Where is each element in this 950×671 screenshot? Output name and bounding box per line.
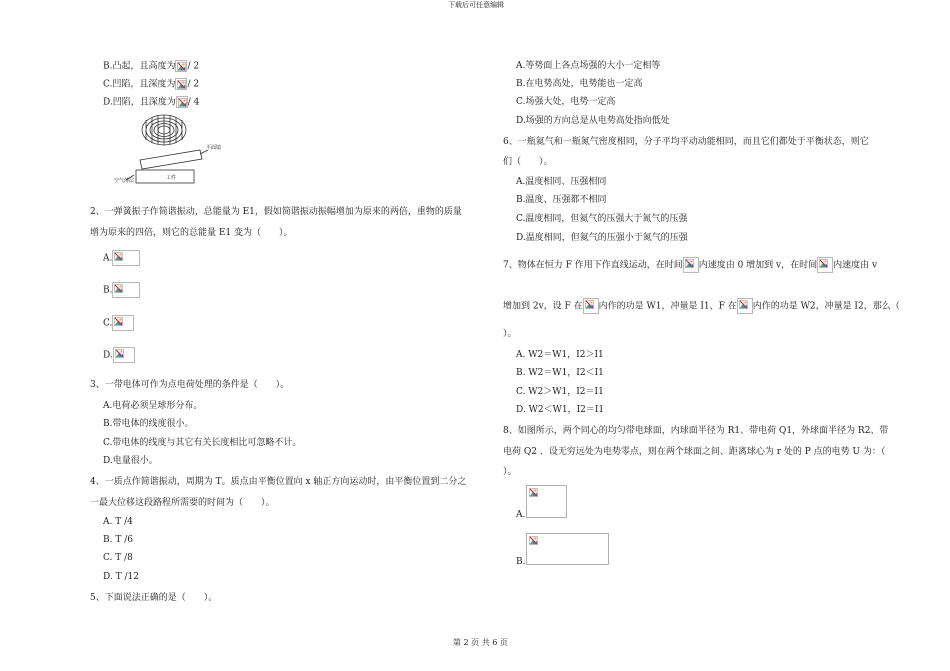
figure-label-work: 工件	[166, 175, 177, 181]
q7-stem-line2: 增加到 2v，设 F 在 内作的功是 W1，冲量是 I1，F 在 内作的功是 W2，冲量是 I2，那么（	[503, 298, 900, 314]
q7-stem-line1: 7、物体在恒力 F 作用下作直线运动，在时间 内速度由 0 增加到 v，在时间 内速度由 v	[503, 257, 877, 273]
q8-option-b-label: B.	[516, 557, 526, 567]
q3-option-a: A.电荷必须呈球形分布。	[103, 401, 203, 411]
q7-option-c: C. W2＞W1，I2＝I1	[516, 387, 604, 397]
figure-label-mirror: 平面镜	[206, 145, 222, 151]
q7-option-d: D. W2＜W1，I2＝I1	[516, 405, 605, 415]
q3-option-b: B.带电体的线度很小。	[103, 419, 194, 429]
q2-option-a: A.	[103, 250, 140, 266]
q8-option-a-label: A.	[516, 510, 526, 520]
broken-image-icon	[529, 536, 538, 545]
page-header: 下载后可任意编辑	[448, 1, 504, 9]
q6-stem-line1: 6、一瓶氦气和一瓶氮气密度相同，分子平均平动动能相同，而且它们都处于平衡状态，则它	[503, 137, 869, 147]
q4-stem-line1: 4、一质点作简谐振动，周期为 T。质点由平衡位置向 x 轴正方向运动时，由平衡位置到二分之	[90, 477, 467, 487]
q2-stem-line2: 增为原来的四倍，则它的总能量 E1 变为（ ）。	[90, 228, 293, 238]
q4-option-b: B. T /6	[103, 535, 133, 545]
q8-stem-line3: ）。	[503, 467, 517, 477]
q3-stem: 3、一带电体可作为点电荷处理的条件是（ ）。	[90, 380, 290, 390]
q1-option-d: D.凹陷，且深度为 / 4	[103, 97, 200, 108]
q6-option-d: D.温度相同，但氦气的压强小于氮气的压强	[516, 233, 688, 243]
q1-option-b: B.凸起，且高度为 / 2	[103, 61, 200, 72]
q6-stem-line2: 们（ ）。	[503, 157, 553, 167]
q5-option-b: B.在电势高处，电势能也一定高	[516, 79, 643, 89]
broken-image-icon	[112, 315, 134, 331]
broken-image-icon	[175, 78, 187, 90]
q7-option-b: B. W2＝W1，I2＜I1	[516, 368, 604, 378]
q6-option-b: B.温度、压强都不相同	[516, 195, 607, 205]
broken-image-icon	[112, 282, 140, 298]
broken-image-icon	[583, 298, 599, 314]
q5-stem: 5、下面说法正确的是（ ）。	[90, 593, 218, 603]
q4-option-c: C. T /8	[103, 553, 133, 563]
broken-image-icon	[112, 250, 140, 266]
q4-stem-line2: 一最大位移这段路程所需要的时间为（ ）。	[90, 498, 275, 508]
q5-option-a: A.等势面上各点场强的大小一定相等	[516, 61, 661, 71]
broken-image-icon	[737, 298, 753, 314]
q6-option-c: C.温度相同，但氦气的压强大于氮气的压强	[516, 214, 688, 224]
q8-stem-line2: 电荷 Q2 ．设无穷远处为电势零点，则在两个球面之间、距离球心为 r 处的 P 点的电势 U 为：（	[503, 447, 886, 457]
broken-image-icon	[175, 60, 187, 72]
q7-stem-line3: ）。	[503, 329, 517, 339]
page-footer: 第 2 页 共 6 页	[453, 638, 508, 647]
q2-option-b: B.	[103, 282, 140, 298]
broken-image-icon	[529, 488, 538, 497]
q4-option-a: A. T /4	[103, 517, 133, 527]
q3-option-d: D.电量很小。	[103, 456, 158, 466]
q8-stem-line1: 8、如图所示，两个同心的均匀带电球面，内球面半径为 R1、带电荷 Q1，外球面半径为 R2、带	[503, 426, 889, 436]
q2-option-d: D.	[103, 347, 135, 363]
broken-image-icon	[817, 257, 833, 273]
q2-stem-line1: 2、一弹簧振子作简谐振动，总能量为 E1，假如简谐振动振幅增加为原来的两倍，重物的质量	[90, 207, 462, 217]
q3-option-c: C.带电体的线度与其它有关长度相比可忽略不计。	[103, 438, 302, 448]
broken-image-icon	[113, 347, 135, 363]
q6-option-a: A.温度相同、压强相同	[516, 177, 607, 187]
q5-option-c: C.场强大处，电势一定高	[516, 97, 616, 107]
q8-option-a-image	[526, 485, 567, 518]
q2-option-c: C.	[103, 315, 134, 331]
q5-option-d: D.场强的方向总是从电势高处指向低处	[516, 116, 670, 126]
q1-option-c: C.凹陷，且深度为 / 2	[103, 79, 200, 90]
broken-image-icon	[176, 96, 188, 108]
q8-option-b-image	[526, 533, 609, 565]
broken-image-icon	[683, 257, 699, 273]
q7-option-a: A. W2＝W1，I2＞I1	[516, 350, 604, 360]
figure-label-air: 空气薄层	[114, 178, 135, 184]
q4-option-d: D. T /12	[103, 572, 139, 582]
